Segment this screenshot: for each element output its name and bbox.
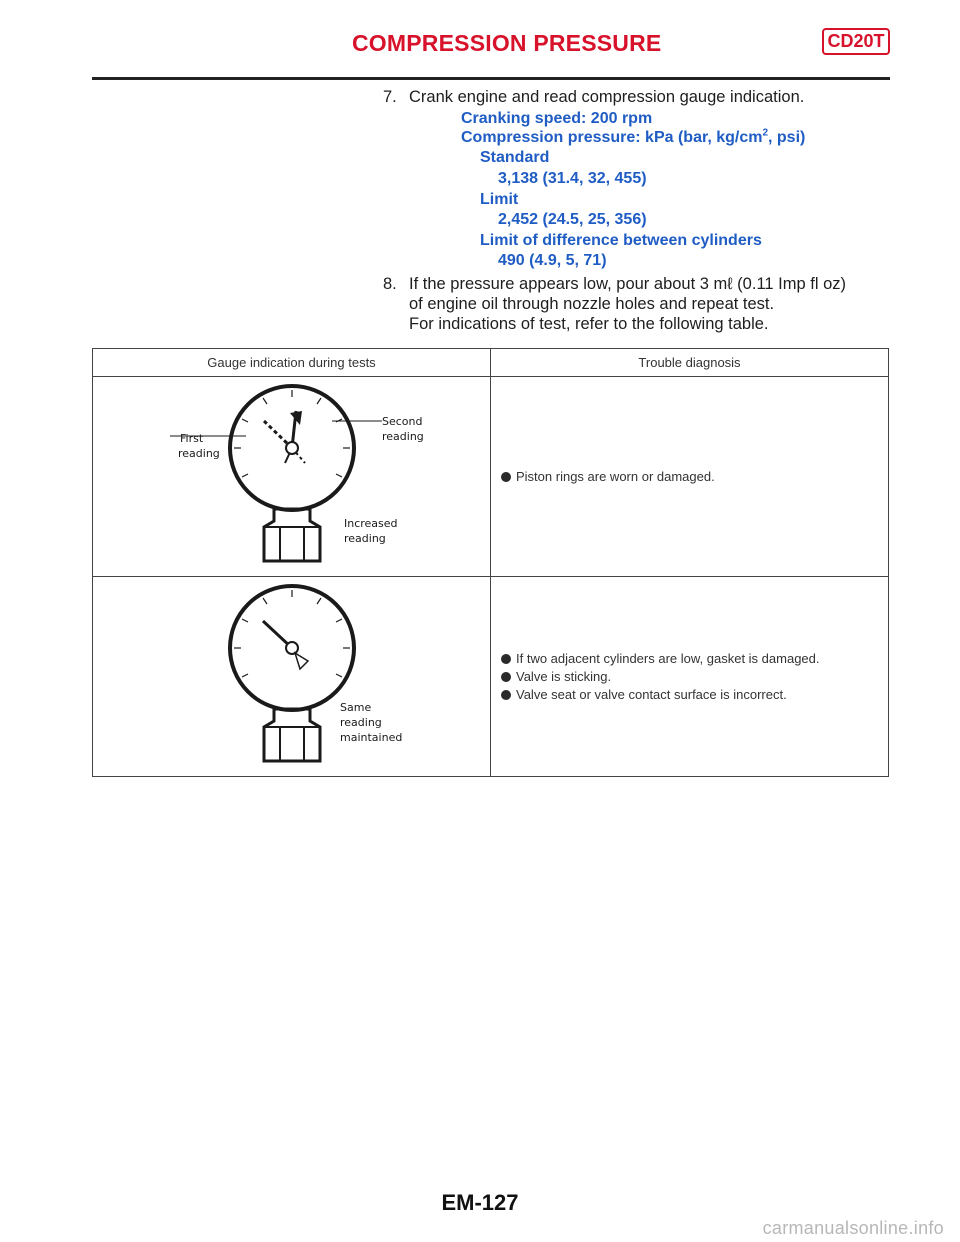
spec-limit-label: Limit [480,191,519,208]
list-item [501,668,888,686]
step-8 [383,274,846,334]
header-divider [92,77,890,80]
spec-diff-label: Limit of difference between cylinders [480,232,762,249]
spec-pressure-sup: 2 [762,127,769,139]
spec-diff-value: 490 (4.9, 5, 71) [498,252,607,269]
diagnosis-list-piston [491,468,888,486]
step-8-number: 8. [383,275,397,293]
label-same-reading-2: reading [339,715,382,729]
label-increased-reading-1: Increased [343,516,398,530]
gauge-cell-increased [93,377,491,577]
label-first-reading-1: First [179,431,203,445]
diagnosis-note: If two adjacent cylinders are low, gasket is damaged. [516,650,820,666]
label-same-reading-1: Same [339,700,371,714]
gauge-illustration-same [142,581,442,773]
table-row [93,377,889,577]
label-increased-reading-2: reading [343,531,386,545]
watermark: carmanualsonline.info [762,1218,944,1238]
spec-limit-value: 2,452 (24.5, 25, 356) [498,211,647,228]
spec-compression-pressure [461,128,805,148]
label-same-reading-3: maintained [339,730,402,744]
step-7-text: Crank engine and read compression gauge indication. [409,88,805,106]
spec-pressure-suffix: , psi) [768,129,806,146]
gauge-illustration-increased [142,381,442,573]
engine-code-badge: CD20T [822,28,890,55]
diagnosis-table [92,348,889,777]
step-7-number: 7. [383,88,397,106]
step-8-line1: If the pressure appears low, pour about 3 mℓ (0.11 Imp fl oz) [409,275,847,293]
label-second-reading-2: reading [381,429,424,443]
label-second-reading-1: Second [381,414,422,428]
diagnosis-cell-gasket-valve [491,577,889,777]
list-item [501,650,888,668]
step-8-line2: of engine oil through nozzle holes and repeat test. [409,295,775,313]
spec-pressure-prefix: Compression pressure: kPa (bar, kg/cm [461,129,763,146]
bullet-icon [501,472,511,482]
header-trouble-diagnosis: Trouble diagnosis [491,349,889,377]
diagnosis-list-gasket-valve [491,650,888,704]
table-row [93,577,889,777]
page-number: EM-127 [441,1190,519,1215]
spec-cranking-speed: Cranking speed: 200 rpm [461,110,653,127]
diagnosis-note: Piston rings are worn or damaged. [516,468,715,484]
bullet-icon [501,654,511,664]
gauge-cell-same [93,577,491,777]
diagnosis-cell-piston [491,377,889,577]
step-8-line3: For indications of test, refer to the following table. [409,315,769,333]
spec-standard-label: Standard [480,149,550,166]
bullet-icon [501,690,511,700]
diagnosis-note: Valve is sticking. [516,668,612,684]
spec-standard-value: 3,138 (31.4, 32, 455) [498,170,647,187]
label-first-reading-2: reading [177,446,220,460]
table-header-row [93,349,889,377]
list-item [501,686,888,704]
bullet-icon [501,672,511,682]
step-7 [383,87,804,107]
header-gauge-indication: Gauge indication during tests [93,349,491,377]
page-title: COMPRESSION PRESSURE [352,30,662,56]
list-item [501,468,888,486]
diagnosis-note: Valve seat or valve contact surface is incorrect. [516,686,787,702]
